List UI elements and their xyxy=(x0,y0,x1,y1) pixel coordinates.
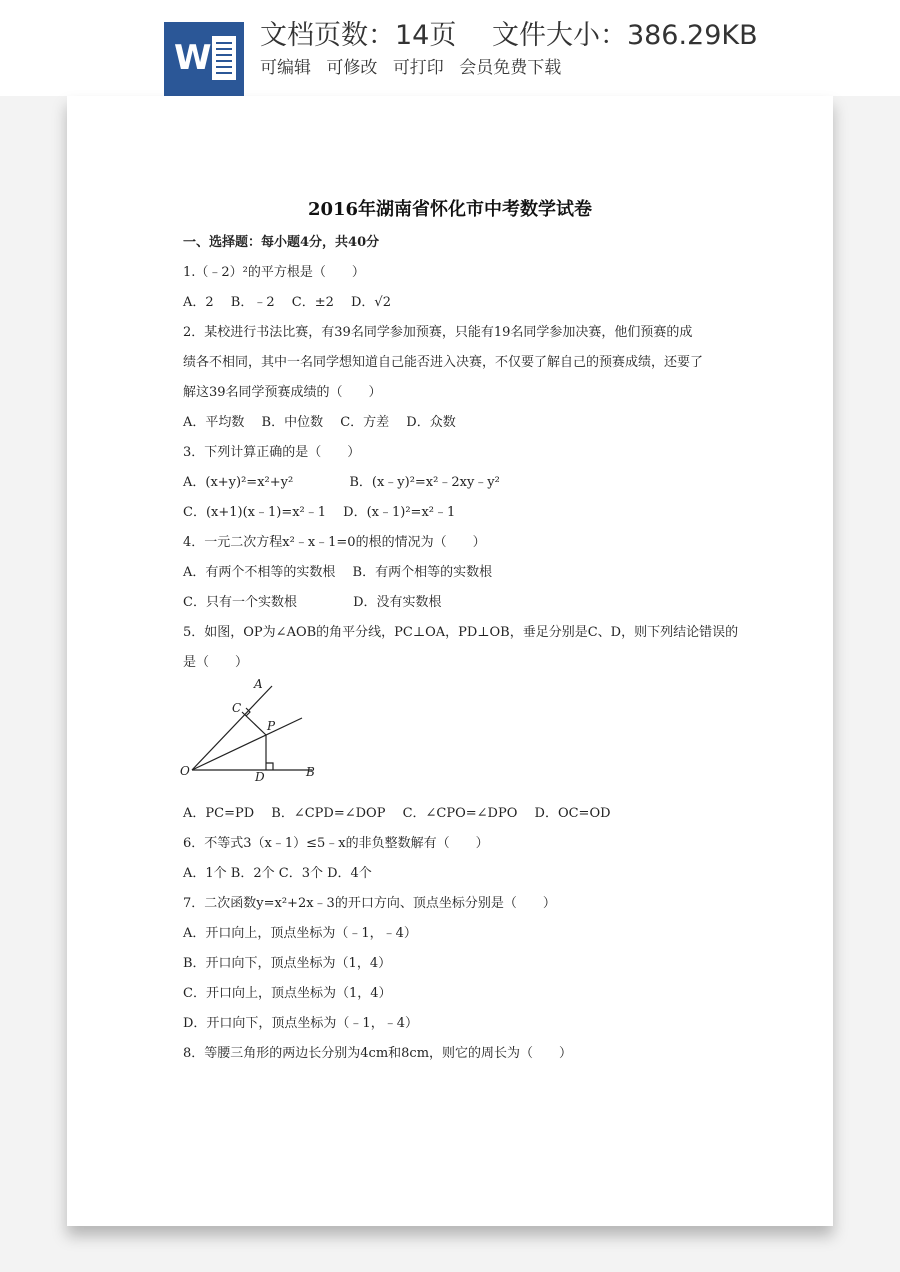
question-2-line-3: 解这39名同学预赛成绩的（ ） xyxy=(183,385,382,400)
question-8: 8．等腰三角形的两边长分别为4cm和8cm，则它的周长为（ ） xyxy=(183,1046,573,1061)
label-b: B xyxy=(306,765,315,779)
question-5-options: A．PC=PD B．∠CPD=∠DOP C．∠CPO=∠DPO D．OC=OD xyxy=(183,806,611,821)
question-3: 3．下列计算正确的是（ ） xyxy=(183,445,361,460)
label-c: C xyxy=(232,701,242,715)
question-7-option-d: D．开口向下，顶点坐标为（﹣1，﹣4） xyxy=(183,1016,418,1031)
feature-printable: 可打印 xyxy=(392,58,444,78)
label-p: P xyxy=(267,719,276,733)
section-heading: 一、选择题：每小题4分，共40分 xyxy=(183,235,380,250)
question-3-options-ab: A．(x+y)²=x²+y² B．(x﹣y)²=x²﹣2xy﹣y² xyxy=(183,475,500,490)
question-6: 6．不等式3（x﹣1）≤5﹣x的非负整数解有（ ） xyxy=(183,836,489,851)
feature-list xyxy=(260,55,571,81)
label-o: O xyxy=(180,764,190,778)
question-4-options-ab: A．有两个不相等的实数根 B．有两个相等的实数根 xyxy=(183,565,493,580)
word-icon-letter: W xyxy=(174,38,212,78)
ray-op xyxy=(192,718,302,770)
question-7-option-a: A．开口向上，顶点坐标为（﹣1，﹣4） xyxy=(183,926,417,941)
question-7-option-b: B．开口向下，顶点坐标为（1，4） xyxy=(183,956,392,971)
angle-bisector-figure xyxy=(176,672,326,784)
label-d: D xyxy=(255,770,265,784)
word-doc-icon xyxy=(164,22,244,96)
segment-pc xyxy=(242,712,266,735)
feature-editable: 可编辑 xyxy=(260,58,311,78)
question-1-options: A．2 B．﹣2 C．±2 D．√2 xyxy=(183,295,391,310)
download-banner xyxy=(0,0,900,96)
question-2-line-2: 绩各不相同，其中一名同学想知道自己能否进入决赛，不仅要了解自己的预赛成绩，还要了 xyxy=(183,355,704,370)
label-a: A xyxy=(254,677,263,691)
feature-free-download: 会员免费下载 xyxy=(459,58,562,78)
question-4: 4．一元二次方程x²﹣x﹣1=0的根的情况为（ ） xyxy=(183,535,486,550)
question-3-options-cd: C．(x+1)(x﹣1)=x²﹣1 D．(x﹣1)²=x²﹣1 xyxy=(183,505,456,520)
document-title: 2016年湖南省怀化市中考数学试卷 xyxy=(307,199,593,220)
question-2-line-1: 2．某校进行书法比赛，有39名同学参加预赛，只能有19名同学参加决赛，他们预赛的成 xyxy=(183,325,693,340)
question-5-line-2: 是（ ） xyxy=(183,655,249,670)
right-angle-mark-d xyxy=(266,763,273,770)
word-icon-lines xyxy=(212,36,236,80)
ray-oa xyxy=(192,686,272,770)
question-2-options: A．平均数 B．中位数 C．方差 D．众数 xyxy=(183,415,456,430)
question-7-option-c: C．开口向上，顶点坐标为（1，4） xyxy=(183,986,392,1001)
question-1: 1.（﹣2）²的平方根是（ ） xyxy=(183,265,365,280)
question-5-line-1: 5．如图，OP为∠AOB的角平分线，PC⊥OA，PD⊥OB，垂足分别是C、D，则下列结论错误的 xyxy=(183,625,739,640)
question-6-options: A．1个 B．2个 C．3个 D．4个 xyxy=(183,866,372,881)
question-7: 7．二次函数y=x²+2x﹣3的开口方向、顶点坐标分别是（ ） xyxy=(183,896,556,911)
feature-modifiable: 可修改 xyxy=(326,58,378,78)
file-info: 文档页数：14页 文件大小：386.29KB xyxy=(260,20,758,51)
question-4-options-cd: C．只有一个实数根 D．没有实数根 xyxy=(183,595,442,610)
